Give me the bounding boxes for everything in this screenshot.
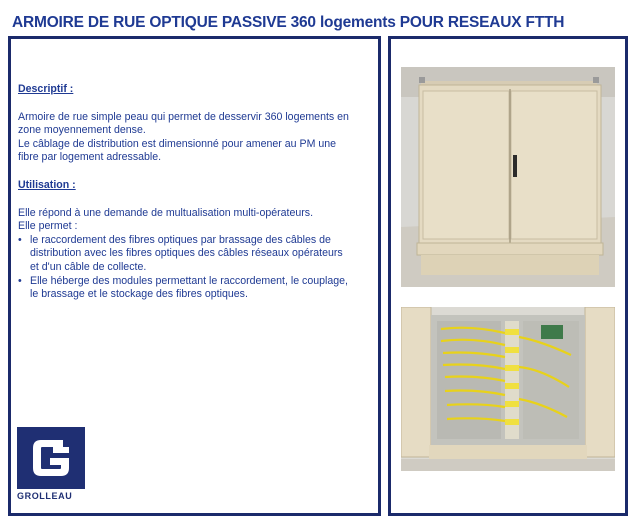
descriptif-line: Le câblage de distribution est dimensionné pour amener au PM une <box>18 137 337 150</box>
descriptif-line: fibre par logement adressable. <box>18 151 162 164</box>
utilisation-heading: Utilisation : <box>18 178 76 191</box>
bullet-line: • Elle héberge des modules permettant le raccordement, le couplage, <box>30 274 348 287</box>
descriptif-line: Armoire de rue simple peau qui permet de desservir 360 logements en <box>18 110 349 123</box>
descriptif-paragraph <box>18 111 373 165</box>
photo-panel <box>388 36 628 516</box>
page-title: ARMOIRE DE RUE OPTIQUE PASSIVE 360 logements POUR RESEAUX FTTH <box>12 14 565 31</box>
closed-cabinet-photo <box>401 67 615 287</box>
bullet-line: • le raccordement des fibres optiques par brassage des câbles de <box>30 233 331 246</box>
utilisation-bullet-list <box>18 234 373 302</box>
open-cabinet-photo <box>401 307 615 471</box>
bullet-item <box>18 275 373 302</box>
bullet-line: distribution avec les fibres optiques des câbles réseaux opérateurs <box>30 247 343 260</box>
descriptif-heading: Descriptif : <box>18 83 74 95</box>
utilisation-intro: Elle répond à une demande de multualisation multi-opérateurs. <box>18 206 314 219</box>
grolleau-logo <box>17 427 87 507</box>
logo-g-icon <box>17 427 85 489</box>
descriptif-line: zone moyennement dense. <box>18 124 146 137</box>
description-text-block <box>18 83 373 302</box>
utilisation-permits: Elle permet : <box>18 220 78 233</box>
bullet-line: le brassage et le stockage des fibres optiques. <box>30 288 248 301</box>
utilisation-paragraph <box>18 207 373 302</box>
logo-wordmark: GROLLEAU <box>17 491 73 501</box>
bullet-item <box>18 234 373 275</box>
logo-mark <box>17 427 85 489</box>
description-panel <box>8 36 381 516</box>
bullet-line: et d'un câble de collecte. <box>30 260 147 273</box>
